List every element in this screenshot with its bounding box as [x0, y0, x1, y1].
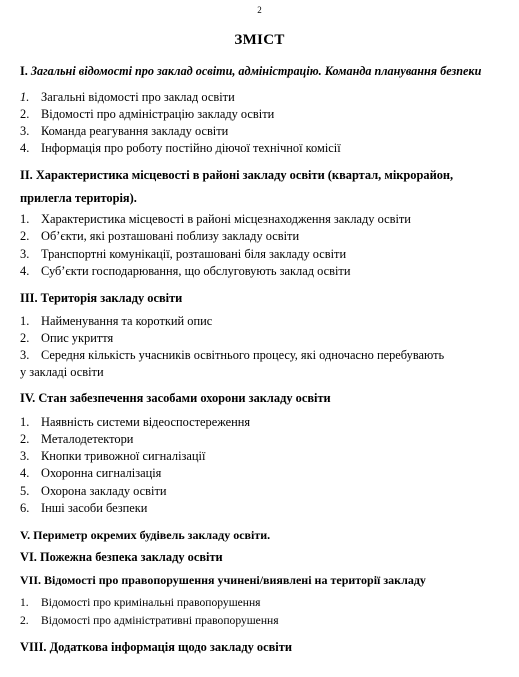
list-item: 2. Опис укриття: [20, 331, 114, 345]
list-item: 3. Кнопки тривожної сигналізації: [20, 449, 206, 463]
section-heading-1: [20, 64, 481, 79]
section-heading-1-number: I.: [20, 64, 28, 78]
list-item: 2. Металодетектори: [20, 432, 134, 446]
list-item: 3. Середня кількість учасників освітнього процесу, які одночасно перебувають: [20, 348, 445, 362]
list-item: 1. Загальні відомості про заклад освіти: [20, 90, 235, 104]
section-heading-7: VII. Відомості про правопорушення учинені/виявлені на території закладу: [20, 573, 426, 587]
list-item: 1. Наявність системи відеоспостереження: [20, 415, 251, 429]
list-item: 3. Транспортні комунікації, розташовані біля закладу освіти: [20, 247, 347, 261]
section-heading-3: III. Територія закладу освіти: [20, 291, 183, 305]
section-heading-1-text: Загальні відомості про заклад освіти, адміністрацію. Команда планування безпеки: [30, 64, 482, 78]
list-item: 4. Охоронна сигналізація: [20, 466, 162, 480]
section-heading-5: V. Периметр окремих будівель закладу освіти.: [20, 528, 271, 542]
list-item: 5. Охорона закладу освіти: [20, 484, 167, 498]
list-item: 1. Найменування та короткий опис: [20, 314, 213, 328]
list-item: 2. Об’єкти, які розташовані поблизу закладу освіти: [20, 229, 300, 243]
list-item: 6. Інші засоби безпеки: [20, 501, 148, 515]
section-heading-4: IV. Стан забезпечення засобами охорони закладу освіти: [20, 391, 331, 405]
list-item: 3. Команда реагування закладу освіти: [20, 124, 229, 138]
list-item: 2. Відомості про адміністративні правопорушення: [20, 614, 279, 627]
section-heading-2: II. Характеристика місцевості в районі закладу освіти (квартал, мікрорайон, прилегла територія).: [20, 168, 454, 205]
list-item: 4. Інформація про роботу постійно діючої технічної комісії: [20, 141, 341, 155]
section-heading-6: VI. Пожежна безпека закладу освіти: [20, 550, 223, 564]
section-heading-8: VIII. Додаткова інформація щодо закладу освіти: [20, 640, 292, 654]
list-item: 4. Суб’єкти господарювання, що обслуговують заклад освіти: [20, 264, 351, 278]
list-item: 2. Відомості про адміністрацію закладу освіти: [20, 107, 275, 121]
list-item: 1. Характеристика місцевості в районі місцезнаходження закладу освіти: [20, 212, 411, 226]
list-item-continuation: у закладі освіти: [20, 365, 104, 379]
list-item: 1. Відомості про кримінальні правопорушення: [20, 596, 261, 609]
page-number: 2: [257, 5, 262, 15]
page-title: ЗМІСТ: [234, 32, 285, 48]
